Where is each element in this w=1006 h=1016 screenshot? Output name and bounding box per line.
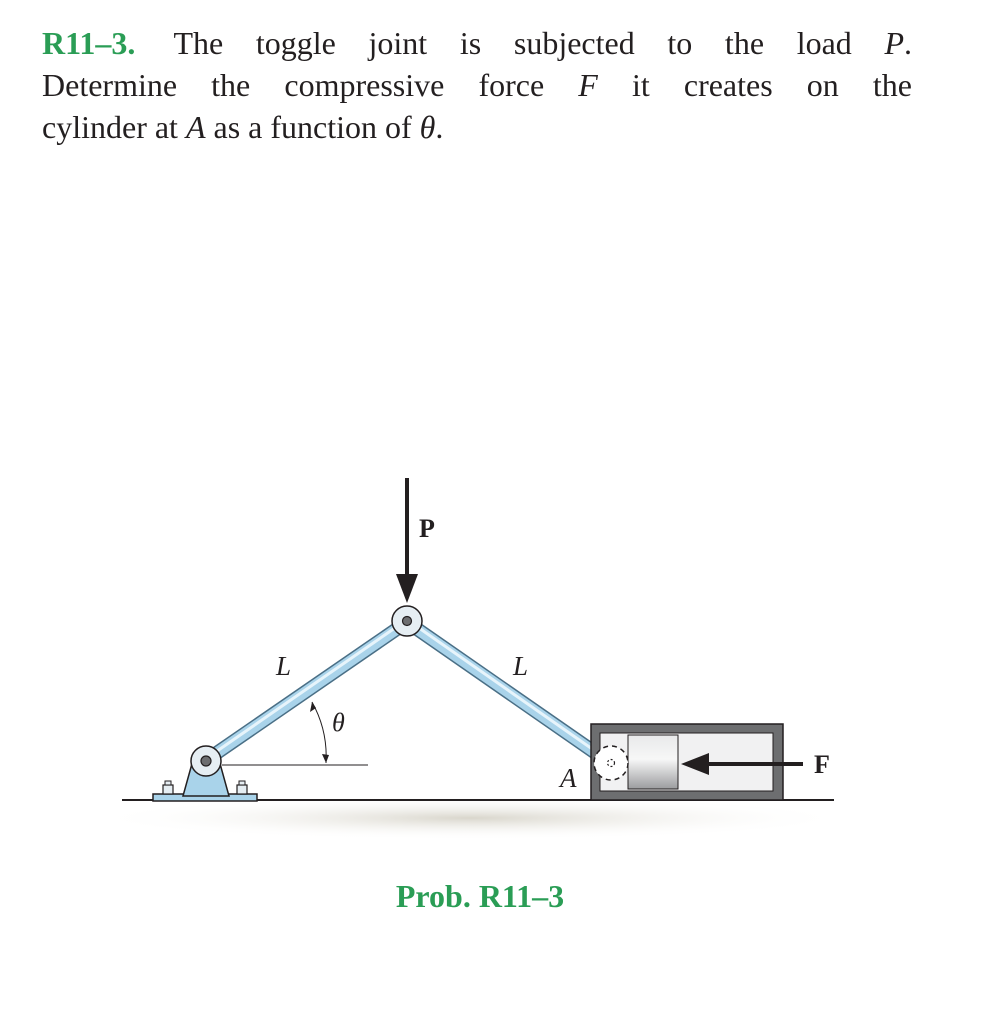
link-right-label: L — [513, 651, 529, 681]
angle-symbol: θ — [419, 109, 436, 145]
piston — [628, 735, 678, 789]
angle-label: θ — [332, 708, 345, 737]
figure-caption: Prob. R11–3 — [395, 878, 565, 914]
problem-line-2: Determine the compressive force F it creates on the — [42, 67, 913, 103]
load-symbol: P — [884, 25, 905, 61]
point-symbol: A — [185, 109, 206, 145]
load-arrow — [396, 478, 418, 603]
link-left-label: L — [276, 651, 292, 681]
link-right — [407, 621, 610, 763]
angle-arrow-top — [310, 702, 316, 712]
angle-arc — [312, 702, 326, 763]
problem-number: R11–3. — [42, 25, 136, 61]
load-label: P — [419, 514, 435, 543]
link-left — [205, 621, 407, 761]
pin-support — [153, 746, 257, 801]
force-label: F — [814, 750, 830, 779]
problem-line-3: cylinder at A as a function of θ. — [42, 109, 444, 145]
angle-arrow-bottom — [322, 754, 329, 763]
force-symbol: F — [578, 67, 598, 103]
problem-line-1: R11–3. The toggle joint is subjected to the load P. — [42, 25, 913, 61]
ground-shadow — [90, 796, 850, 840]
top-pin — [392, 606, 422, 636]
point-label: A — [560, 763, 577, 793]
